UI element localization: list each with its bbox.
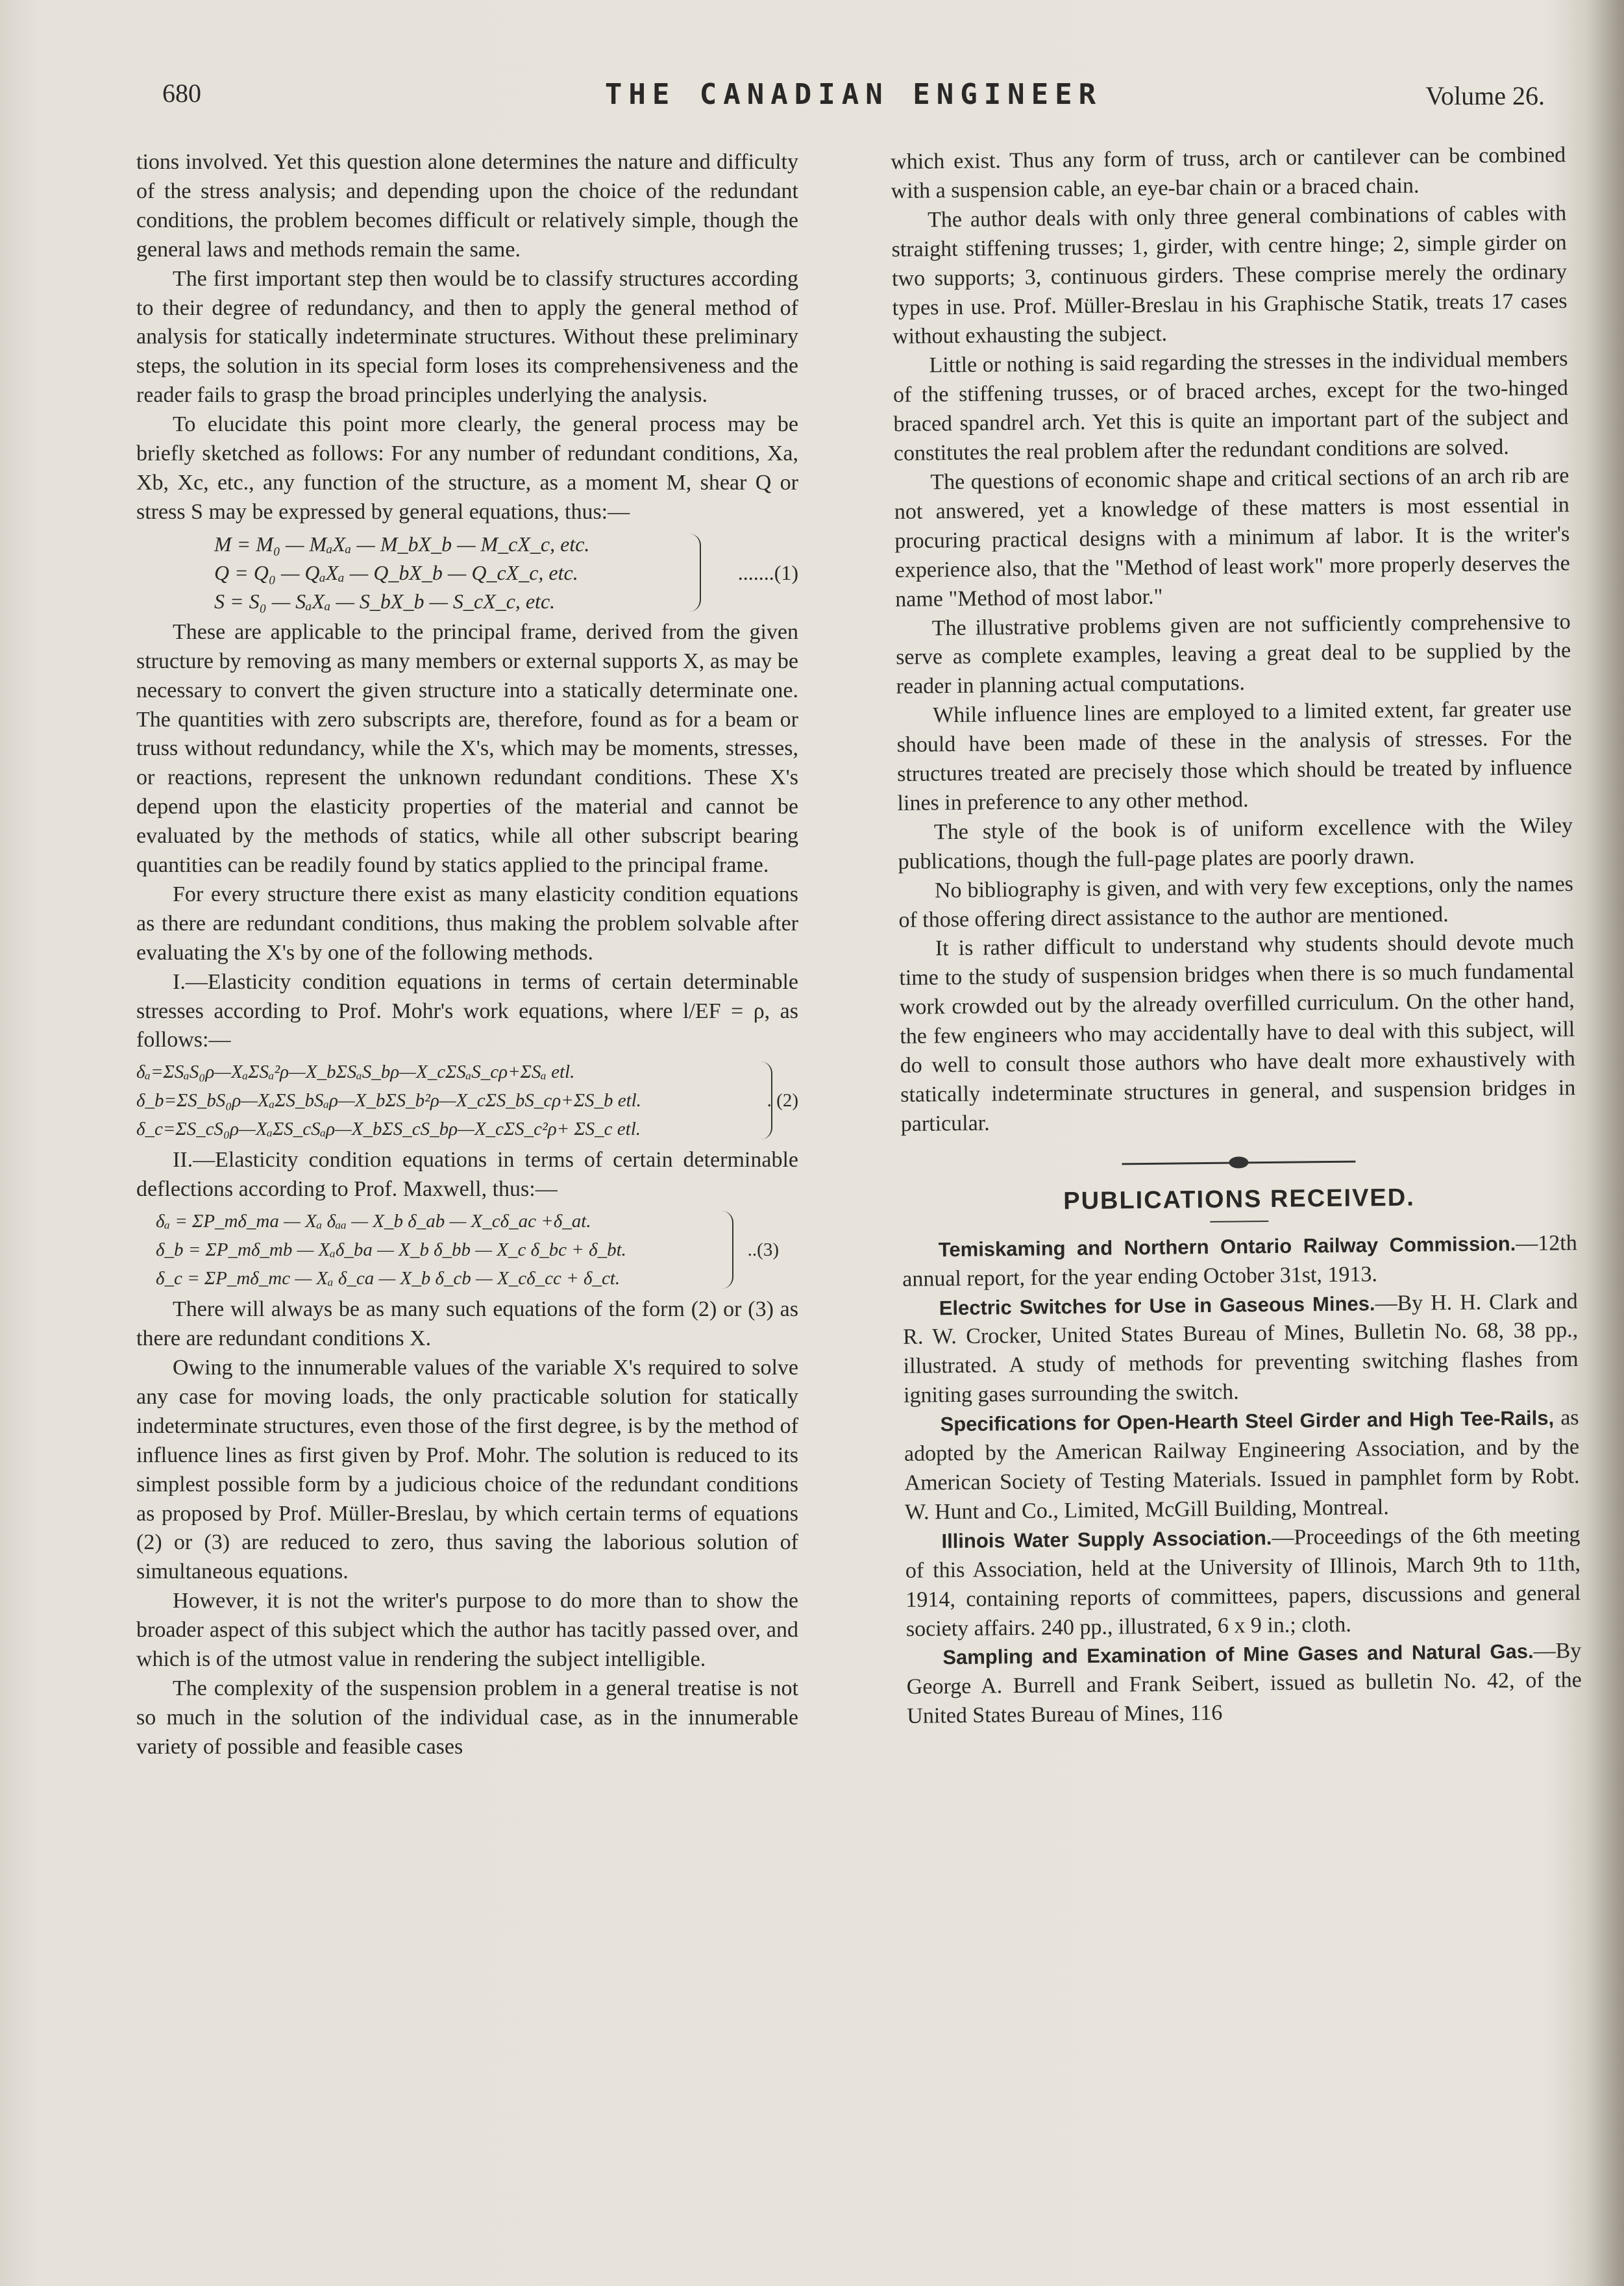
- equation-line: S = S₀ — SₐXₐ — S_bX_b — S_cX_c, etc.: [214, 589, 556, 613]
- publication-title: Illinois Water Supply Association.: [941, 1526, 1272, 1553]
- title-rule: [1210, 1221, 1268, 1223]
- equation-line: δ_c = ΣP_mδ_mc — Xₐ δ_ca — X_b δ_cb — X_cδ_cc + δ_ct.: [156, 1268, 621, 1289]
- publication-entry: [902, 1287, 1579, 1411]
- paragraph: Owing to the innumerable values of the variable X's required to solve any case for moving loads, the only practicable solution for statically indeterminate structures, even those of the first degree, is by the method of influence lines as first given by Prof. Mohr. The solution is reduced to its simplest possible form by a judicious choice of the redundant conditions as proposed by Prof. Müller-Breslau, by which certain terms of equations (2) or (3) are reduced to zero, thus saving the laborious solution of simultaneous equations.: [136, 1356, 798, 1584]
- publication-entry: [905, 1521, 1581, 1645]
- paragraph: To elucidate this point more clearly, the general process may be briefly sketched as follows: For any number of redundant conditions, Xa, Xb, Xc, etc., any function of the structure, as a moment M, shear Q or stress S may be expressed by general equations, thus:—: [136, 412, 798, 524]
- equation-block-3: [136, 1207, 798, 1293]
- paragraph: I.—Elasticity condition equations in terms of certain determinable stresses according to Prof. Mohr's work equations, where l/EF = ρ, as follows:—: [136, 969, 798, 1052]
- paragraph: These are applicable to the principal frame, derived from the given structure by removing as many members or external supports X, as may be necessary to convert the given structure into a statically determinate one. The quantities with zero subscripts are, therefore, found as for a beam or truss without redundancy, while the X's, which may be moments, stresses, or reactions, represent the unknown redundant conditions. These X's depend upon the elasticity properties of the material and cannot be evaluated by the methods of statics, while all other subscript bearing quantities can be readily found by statics applied to the principal frame.: [136, 619, 798, 878]
- paragraph: There will always be as many such equations of the form (2) or (3) as there are redundant conditions X.: [136, 1297, 798, 1351]
- equation-block-1: [136, 530, 798, 615]
- publication-text: as adopted by the American Railway Engineering Association, and by the American Society of Testing Materials. Issued in pamphlet form by Robt. W. Hunt and Co., Limited, McGill Building, Montreal.: [904, 1406, 1580, 1524]
- equation-brace: [689, 534, 701, 612]
- equation-line: Q = Q₀ — QₐXₐ — Q_bX_b — Q_cX_c, etc.: [214, 560, 578, 584]
- paragraph: However, it is not the writer's purpose to do more than to show the broader aspect of this subject which the author has tacitly passed over, and which is of the utmost value in rendering the subject intelligible.: [136, 1589, 798, 1672]
- divider-ornament: [1229, 1156, 1248, 1168]
- paragraph: The complexity of the suspension problem in a general treatise is not so much in the solution of the individual case, as in the innumerable variety of possible and feasible cases: [136, 1676, 798, 1759]
- equation-line: M = M₀ — MₐXₐ — M_bX_b — M_cX_c, etc.: [214, 532, 590, 556]
- paragraph: It is rather difficult to understand why students should devote much time to the study of suspension bridges when there is so much fundamental work crowded out by the already overfilled curriculum. On the other hand, the few engineers who may accidentally have to deal with this subject, will do well to consult those authors who have dealt more exhaustively with statically indeterminate structures in general, and suspension bridges in particular.: [899, 930, 1576, 1136]
- ornamental-divider: [901, 1145, 1576, 1178]
- publication-entry: [906, 1637, 1582, 1732]
- publication-title: Sampling and Examination of Mine Gases and Natural Gas.: [942, 1640, 1534, 1669]
- binding-shadow: [1585, 0, 1624, 2286]
- equation-number: . (2): [767, 1090, 798, 1112]
- publication-entry: [904, 1404, 1580, 1528]
- paragraph: which exist. Thus any form of truss, arch or cantilever can be combined with a suspension cable, an eye-bar chain or a braced chain.: [891, 143, 1566, 203]
- running-header: [162, 78, 1545, 123]
- paragraph: While influence lines are employed to a limited extent, far greater use should have been made of these in the analysis of stresses. For the structures treated are precisely those which should be treated by influence lines in preference to any other method.: [896, 697, 1573, 815]
- equation-number: .......(1): [737, 560, 798, 584]
- paragraph: tions involved. Yet this question alone determines the nature and difficulty of the stress analysis; and depending upon the choice of the redundant conditions, the problem becomes difficult or relatively simple, though the general laws and methods remain the same.: [136, 150, 798, 262]
- equation-number: ..(3): [747, 1239, 779, 1261]
- equation-line: δ_c=ΣS_cS₀ρ—XₐΣS_cSₐρ—X_bΣS_cS_bρ—X_cΣS_c²ρ+ ΣS_c etl.: [136, 1119, 641, 1140]
- paragraph: The style of the book is of uniform excellence with the Wiley publications, though the full-page plates are poorly drawn.: [898, 813, 1573, 874]
- publication-title: Electric Switches for Use in Gaseous Mines.: [939, 1291, 1375, 1319]
- journal-title: THE CANADIAN ENGINEER: [604, 78, 1103, 111]
- publication-text: —By H. H. Clark and R. W. Crocker, United States Bureau of Mines, Bulletin No. 68, 38 pp., illustrated. A study of methods for preventing switching flashes from igniting gases surrounding the switch.: [902, 1289, 1579, 1408]
- equation-line: δₐ = ΣP_mδ_ma — Xₐ δₐₐ — X_b δ_ab — X_cδ_ac +δ_at.: [156, 1211, 591, 1232]
- paragraph: The first important step then would be to classify structures according to their degree of redundancy, and then to apply the general method of analysis for statically indeterminate structures. Without these preliminary steps, the solution in its special form loses its comprehensiveness and the reader fails to grasp the broad principles underlying the analysis.: [136, 266, 798, 408]
- paragraph: No bibliography is given, and with very few exceptions, only the names of those offering direct assistance to the author are mentioned.: [898, 871, 1574, 932]
- equation-brace: [722, 1211, 733, 1289]
- publication-entry: [902, 1229, 1578, 1295]
- equation-line: δ_b = ΣP_mδ_mb — Xₐδ_ba — X_b δ_bb — X_c δ_bc + δ_bt.: [156, 1239, 626, 1261]
- equation-line: δ_b=ΣS_bS₀ρ—XₐΣS_bSₐρ—X_bΣS_b²ρ—X_cΣS_bS_cρ+ΣS_b etl.: [136, 1090, 641, 1112]
- publication-text: —12th annual report, for the year ending October 31st, 1913.: [902, 1230, 1577, 1291]
- section-title: PUBLICATIONS RECEIVED.: [1063, 1184, 1415, 1215]
- publication-text: —By George A. Burrell and Frank Seibert, issued as bulletin No. 42, of the United States Bureau of Mines, 116: [906, 1639, 1582, 1729]
- equation-block-2: [136, 1058, 798, 1143]
- paragraph: The author deals with only three general combinations of cables with straight stiffening trusses; 1, girder, with centre hinge; 2, simple girder on two supports; 3, continuous girders. These comprise merely the ordinary types in use. Prof. Müller-Breslau in his Graphische Statik, treats 17 cases without exhausting the subject.: [891, 201, 1568, 349]
- paragraph: II.—Elasticity condition equations in terms of certain determinable deflections according to Prof. Maxwell, thus:—: [136, 1148, 798, 1202]
- left-column: [136, 148, 798, 1762]
- equation-line: δₐ=ΣSₐS₀ρ—XₐΣSₐ²ρ—X_bΣSₐS_bρ—X_cΣSₐS_cρ+ΣSₐ etl.: [136, 1062, 575, 1083]
- publication-title: Specifications for Open-Hearth Steel Girder and High Tee-Rails,: [940, 1406, 1555, 1436]
- right-column: [891, 141, 1582, 1732]
- paragraph: The questions of economic shape and critical sections of an arch rib are not answered, yet a knowledge of these matters is most essential in procuring practical designs with a minimum af labor. It is the writer's experience also, that the "Method of least work" more properly deserves the name "Method of most labor.": [894, 464, 1570, 612]
- paragraph: The illustrative problems given are not sufficiently comprehensive to serve as complete examples, leaving a great deal to be supplied by the reader in planning actual computations.: [896, 609, 1571, 699]
- paragraph: Little or nothing is said regarding the stresses in the individual members of the stiffening trusses, or of braced arches, except for the two-hinged braced spandrel arch. Yet this is quite an important part of the subject and constitutes the real problem after the redundant conditions are solved.: [892, 347, 1569, 466]
- publication-text: —Proceedings of the 6th meeting of this Association, held at the University of Illinois, March 9th to 11th, 1914, containing reports of committees, papers, discussions and general society affairs. 240 pp., illustrated, 6 x 9 in.; cloth.: [905, 1522, 1581, 1641]
- page-number: 680: [162, 79, 201, 108]
- publication-title: Temiskaming and Northern Ontario Railway Commission.: [938, 1232, 1516, 1261]
- volume-label: Volume 26.: [1425, 81, 1545, 110]
- paragraph: For every structure there exist as many elasticity condition equations as there are redundant conditions, thus making the problem solvable after evaluating the X's by one of the following methods.: [136, 882, 798, 965]
